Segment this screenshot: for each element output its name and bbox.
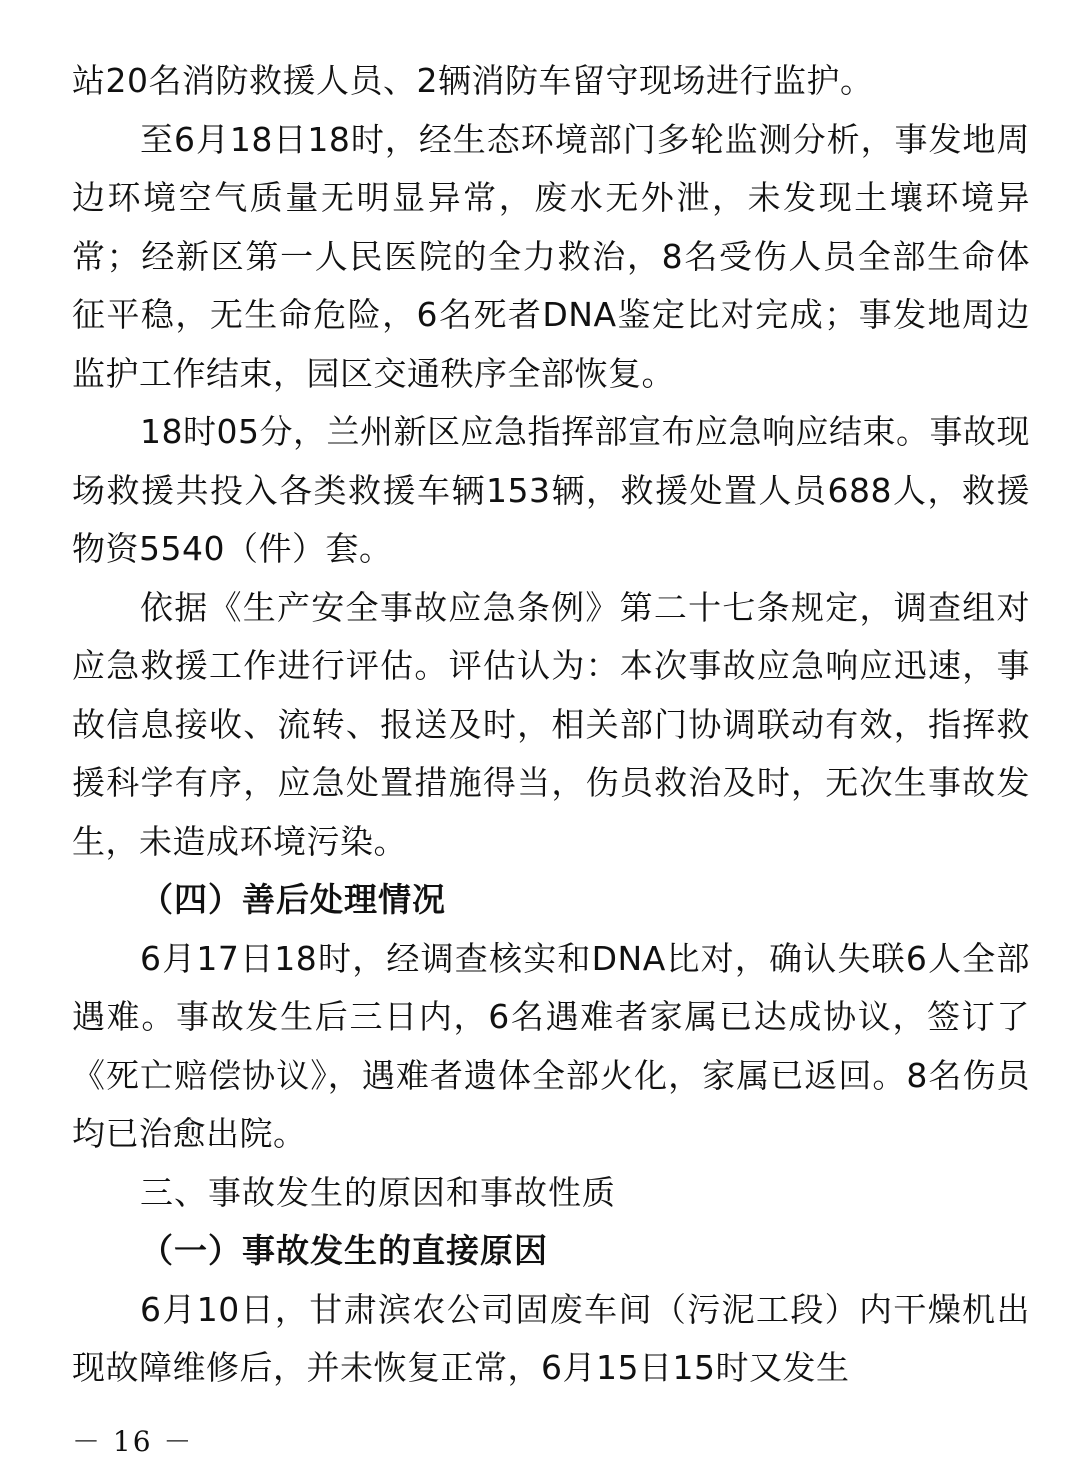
section-heading-causes: 三、事故发生的原因和事故性质 — [140, 1172, 616, 1212]
paragraph-evaluation: 依据《生产安全事故应急条例》第二十七条规定，调查组对应急救援工作进行评估。评估认为：本次事故应急响应迅速，事故信息接收、流转、报送及时，相关部门协调联动有效，指挥救援科学有序，应急处置措施得当，伤员救治及时，无次生事故发生，未造成环境污染。 — [72, 587, 1030, 861]
page-number: － 16 － — [72, 1425, 194, 1458]
subheading-aftermath: （四）善后处理情况 — [140, 880, 446, 919]
paragraph-aftermath: 6月17日18时，经调查核实和DNA比对，确认失联6人全部遇难。事故发生后三日内，6名遇难者家属已达成协议，签订了《死亡赔偿协议》，遇难者遗体全部火化，家属已返回。8名伤员均已治愈出院。 — [72, 938, 1030, 1153]
paragraph-continuation: 站20名消防救援人员、2辆消防车留守现场进行监护。 — [72, 61, 874, 100]
paragraph-direct-cause: 6月10日，甘肃滨农公司固废车间（污泥工段）内干燥机出现故障维修后，并未恢复正常，6月15日15时又发生 — [72, 1289, 1030, 1387]
document-body — [72, 52, 1030, 1398]
subheading-direct-cause: （一）事故发生的直接原因 — [140, 1231, 548, 1270]
paragraph-monitoring-results: 至6月18日18时，经生态环境部门多轮监测分析，事发地周边环境空气质量无明显异常，废水无外泄，未发现土壤环境异常；经新区第一人民医院的全力救治，8名受伤人员全部生命体征平稳，无生命危险，6名死者DNA鉴定比对完成；事发地周边监护工作结束，园区交通秩序全部恢复。 — [72, 119, 1030, 393]
paragraph-response-end: 18时05分，兰州新区应急指挥部宣布应急响应结束。事故现场救援共投入各类救援车辆153辆，救援处置人员688人，救援物资5540（件）套。 — [72, 412, 1030, 568]
